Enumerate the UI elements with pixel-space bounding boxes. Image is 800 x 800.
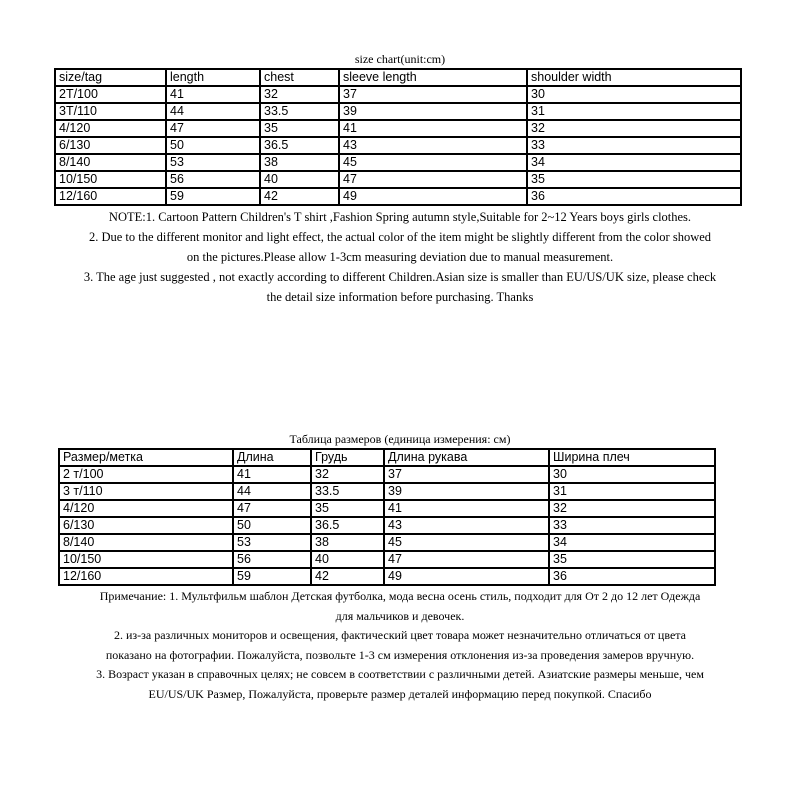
column-header: Длина: [233, 449, 311, 466]
size-chart-caption: size chart(unit:cm): [354, 52, 446, 66]
size-table: [58, 448, 716, 586]
note-line: on the pictures.Please allow 1-3cm measuring deviation due to manual measurement.: [186, 250, 614, 264]
size-chart-russian: [0, 432, 800, 704]
note-line: показано на фотографии. Пожалуйста, позвольте 1-3 см измерения отклонения из-за проведения замеров вручную.: [105, 647, 695, 662]
table-cell: 33: [549, 517, 715, 534]
table-cell: 6/130: [59, 517, 233, 534]
table-cell: 4/120: [55, 120, 166, 137]
column-header: chest: [260, 69, 339, 86]
table-cell: 31: [527, 103, 741, 120]
table-cell: 8/140: [55, 154, 166, 171]
table-cell: 56: [233, 551, 311, 568]
table-row: [55, 154, 741, 171]
table-cell: 35: [549, 551, 715, 568]
table-cell: 56: [166, 171, 260, 188]
table-cell: 49: [339, 188, 527, 205]
table-row: [55, 103, 741, 120]
table-cell: 39: [384, 483, 549, 500]
table-cell: 33: [527, 137, 741, 154]
table-cell: 50: [166, 137, 260, 154]
table-cell: 2T/100: [55, 86, 166, 103]
table-cell: 41: [233, 466, 311, 483]
table-cell: 40: [311, 551, 384, 568]
table-cell: 34: [549, 534, 715, 551]
table-cell: 32: [527, 120, 741, 137]
note-line: Примечание: 1. Мультфильм шаблон Детская футболка, мода весна осень стиль, подходит для От 2 до 12 лет Одежда: [99, 589, 701, 603]
table-row: [59, 568, 715, 585]
table-cell: 43: [384, 517, 549, 534]
table-cell: 12/160: [55, 188, 166, 205]
column-header: Длина рукава: [384, 449, 549, 466]
table-cell: 45: [339, 154, 527, 171]
table-cell: 2 т/100: [59, 466, 233, 483]
table-row: [55, 171, 741, 188]
note-line: для мальчиков и девочек.: [335, 608, 465, 623]
note-line: EU/US/UK Размер, Пожалуйста, проверьте размер деталей информацию перед покупкой. Спасибо: [148, 686, 652, 701]
table-cell: 30: [549, 466, 715, 483]
column-header: shoulder width: [527, 69, 741, 86]
table-cell: 59: [233, 568, 311, 585]
size-notes: [0, 587, 800, 704]
table-cell: 12/160: [59, 568, 233, 585]
column-header: Грудь: [311, 449, 384, 466]
note-line: 2. Due to the different monitor and light effect, the actual color of the item might be slightly different from the color showed: [88, 230, 712, 244]
table-cell: 47: [233, 500, 311, 517]
table-cell: 45: [384, 534, 549, 551]
table-row: [59, 483, 715, 500]
table-cell: 44: [233, 483, 311, 500]
table-cell: 42: [260, 188, 339, 205]
table-header-row: [55, 69, 741, 86]
table-cell: 6/130: [55, 137, 166, 154]
note-line: NOTE:1. Cartoon Pattern Children's T shirt ,Fashion Spring autumn style,Suitable for 2~12 Years boys girls clothes.: [108, 210, 692, 224]
table-row: [59, 500, 715, 517]
table-cell: 59: [166, 188, 260, 205]
table-cell: 4/120: [59, 500, 233, 517]
table-cell: 30: [527, 86, 741, 103]
table-cell: 50: [233, 517, 311, 534]
table-row: [55, 86, 741, 103]
table-cell: 37: [339, 86, 527, 103]
table-cell: 40: [260, 171, 339, 188]
note-line: the detail size information before purchasing. Thanks: [266, 290, 534, 304]
table-cell: 33.5: [311, 483, 384, 500]
table-cell: 36.5: [260, 137, 339, 154]
table-cell: 49: [384, 568, 549, 585]
column-header: length: [166, 69, 260, 86]
table-cell: 31: [549, 483, 715, 500]
table-cell: 53: [166, 154, 260, 171]
table-row: [59, 517, 715, 534]
table-cell: 35: [527, 171, 741, 188]
table-cell: 35: [260, 120, 339, 137]
table-cell: 10/150: [55, 171, 166, 188]
table-cell: 38: [311, 534, 384, 551]
size-table: [54, 68, 742, 206]
column-header: Ширина плеч: [549, 449, 715, 466]
size-chart-english: [0, 52, 800, 307]
table-cell: 36.5: [311, 517, 384, 534]
table-cell: 47: [166, 120, 260, 137]
note-line: 3. The age just suggested , not exactly according to different Children.Asian size is smaller than EU/US/UK size, please check: [83, 270, 717, 284]
table-row: [55, 188, 741, 205]
note-line: 2. из-за различных мониторов и освещения, фактический цвет товара может незначительно отличаться от цвета: [113, 628, 686, 642]
table-cell: 43: [339, 137, 527, 154]
table-row: [59, 534, 715, 551]
size-chart-caption: Таблица размеров (единица измерения: см): [289, 432, 511, 446]
size-notes: [0, 207, 800, 307]
table-cell: 41: [339, 120, 527, 137]
table-cell: 39: [339, 103, 527, 120]
table-cell: 42: [311, 568, 384, 585]
table-cell: 10/150: [59, 551, 233, 568]
table-cell: 36: [527, 188, 741, 205]
table-cell: 47: [339, 171, 527, 188]
table-cell: 32: [311, 466, 384, 483]
table-cell: 36: [549, 568, 715, 585]
table-cell: 37: [384, 466, 549, 483]
table-cell: 44: [166, 103, 260, 120]
table-cell: 8/140: [59, 534, 233, 551]
table-row: [59, 466, 715, 483]
note-line: 3. Возраст указан в справочных целях; не совсем в соответствии с различными детей. Азиатские размеры меньше, чем: [96, 667, 704, 681]
table-cell: 34: [527, 154, 741, 171]
table-row: [55, 120, 741, 137]
table-cell: 47: [384, 551, 549, 568]
table-cell: 3T/110: [55, 103, 166, 120]
table-cell: 32: [260, 86, 339, 103]
column-header: size/tag: [55, 69, 166, 86]
table-row: [59, 551, 715, 568]
table-cell: 38: [260, 154, 339, 171]
table-header-row: [59, 449, 715, 466]
column-header: sleeve length: [339, 69, 527, 86]
table-cell: 41: [166, 86, 260, 103]
table-cell: 41: [384, 500, 549, 517]
table-cell: 3 т/110: [59, 483, 233, 500]
table-cell: 53: [233, 534, 311, 551]
table-cell: 33.5: [260, 103, 339, 120]
table-row: [55, 137, 741, 154]
table-cell: 32: [549, 500, 715, 517]
column-header: Размер/метка: [59, 449, 233, 466]
table-cell: 35: [311, 500, 384, 517]
